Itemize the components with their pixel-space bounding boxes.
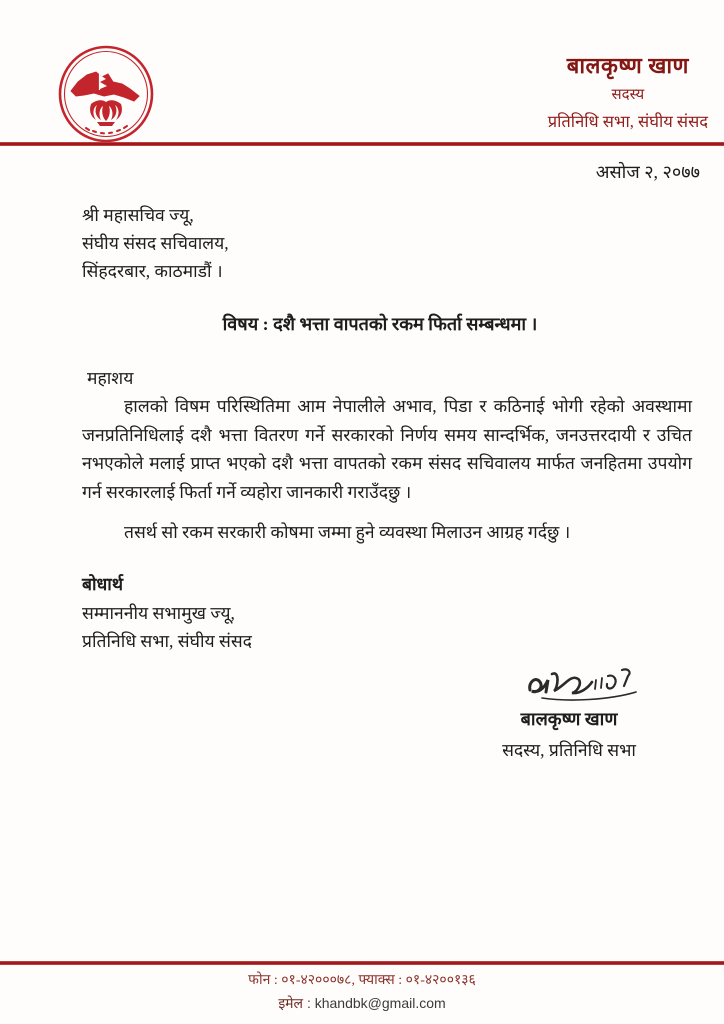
signature-block — [444, 662, 694, 762]
fax-value: ०१-४२००१३६ — [405, 973, 476, 988]
email-label: इमेल : — [278, 995, 315, 1011]
footer-divider-rule — [0, 961, 724, 965]
nepal-parliament-seal-icon — [56, 43, 156, 145]
hands-shape — [90, 100, 122, 121]
body-paragraph-1: हालको विषम परिस्थितिमा आम नेपालीले अभाव, पिडा र कठिनाई भोगी रहेको अवस्थामा जनप्रतिनिधिलाई दशै भत्ता वितरण गर्ने सरकारको निर्णय समय सान्दर्भिक, जनउत्तरदायी र उचित नभएकोले मलाई प्राप्त भएको दशै भत्ता वापतको रकम संसद सचिवालय मार्फत जनहितमा उपयोग गर्न सरकारलाई फिर्ता गर्ने व्यहोरा जानकारी गराउँदछु । — [82, 396, 692, 502]
letterhead-post: सदस्य — [611, 87, 645, 103]
letterhead-block — [548, 50, 708, 132]
signatory-post: सदस्य, प्रतिनिधि सभा — [502, 740, 636, 760]
footer-phone-line — [0, 970, 724, 992]
cc-line: सम्माननीय सभामुख ज्यू, — [82, 602, 235, 623]
letter-date: असोज २, २०७७ — [595, 162, 700, 182]
phone-value: ०१-४२०००७८ — [281, 973, 352, 988]
cc-heading: बोधार्थ — [82, 574, 124, 594]
body-paragraph-2: तसर्थ सो रकम सरकारी कोषमा जम्मा हुने व्यवस्था मिलाउन आग्रह गर्दछु । — [124, 522, 571, 542]
addressee-line: श्री महासचिव ज्यू, — [82, 205, 194, 225]
email-value: khandbk@gmail.com — [314, 995, 446, 1011]
signatory-name: बालकृष्ण खाण — [520, 709, 618, 729]
cc-line: प्रतिनिधि सभा, संघीय संसद — [82, 631, 252, 651]
addressee-block — [82, 201, 229, 285]
seal-arc-text — [86, 126, 127, 133]
parliament-seal-logo — [56, 43, 156, 145]
footer-email-line — [0, 992, 724, 1014]
fax-label: , फ्याक्स : — [351, 973, 406, 988]
addressee-line: संघीय संसद सचिवालय, — [82, 233, 229, 253]
handwritten-signature-icon — [524, 662, 654, 704]
letterhead-org: प्रतिनिधि सभा, संघीय संसद — [547, 112, 708, 131]
letterhead-name: बालकृष्ण खाण — [566, 53, 689, 78]
cc-block — [82, 570, 252, 656]
footer-contact — [0, 970, 724, 1014]
addressee-line: सिंहदरबार, काठमाडौं । — [82, 261, 223, 281]
subject-line: विषय : दशै भत्ता वापतको रकम फिर्ता सम्बन्धमा । — [222, 314, 538, 334]
letterhead-divider-rule — [0, 142, 724, 146]
phone-label: फोन : — [248, 973, 282, 988]
salutation: महाशय — [87, 368, 134, 388]
